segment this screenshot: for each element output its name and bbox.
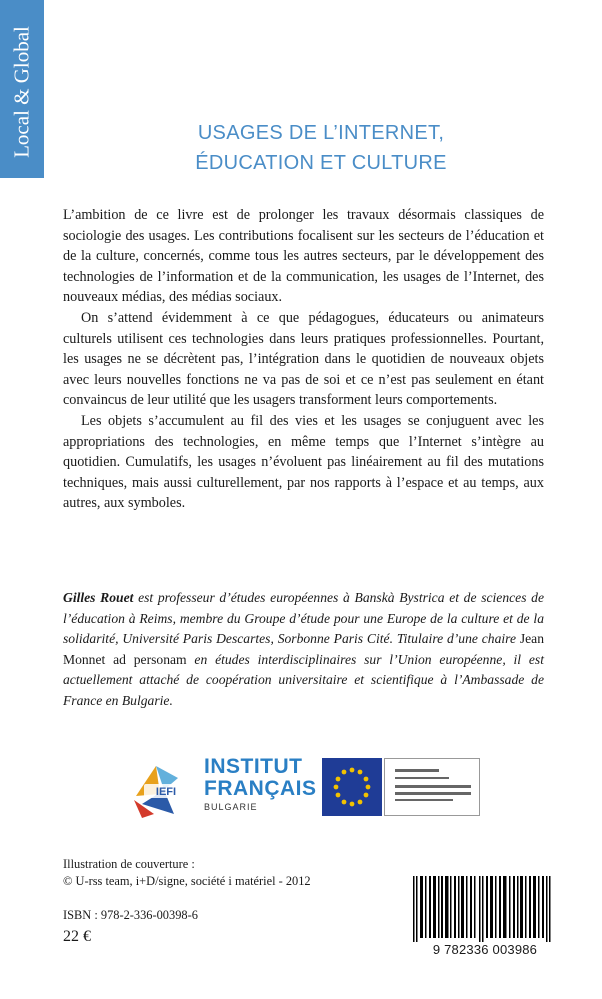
author-bio <box>63 588 544 712</box>
author-bio-part-1: est professeur d’études européennes à Banskà Bystrica et de sciences de l’éducation à Reims, membre du Groupe d’étude pour une Europe de la culture et de la solidarité, Université Paris Descartes, Sorbonne Paris Cité. Titulaire d’une chaire <box>63 590 544 647</box>
summary-paragraph-2: On s’attend évidemment à ce que pédagogues, éducateurs ou animateurs culturels utilisent ces technologies dans leurs pratiques professionnelles. Pourtant, les usages ne se décrètent pas, l’intégration dans le quotidien de nouveaux objets avec leurs nouvelles fonctions ne va pas de soi et ce n’est pas seulement en étant convaincus de leur utilité que les usagers transforment leurs comportements. <box>63 309 544 409</box>
author-name: Gilles Rouet <box>63 590 134 605</box>
institut-francais-country: BULGARIE <box>204 802 258 812</box>
partner-logos <box>130 756 490 821</box>
series-tab <box>0 0 44 178</box>
cover-credits-line-2: © U-rss team, i+D/signe, société i matériel - 2012 <box>63 874 311 888</box>
iefi-logo <box>130 760 190 820</box>
institut-francais-line-2: FRANÇAIS <box>204 777 317 800</box>
iefi-logo-text: IEFI <box>155 786 177 798</box>
price: 22 € <box>63 928 91 945</box>
book-title-line-2: ÉDUCATION ET CULTURE <box>195 152 447 174</box>
isbn: ISBN : 978-2-336-00398-6 <box>63 908 198 922</box>
eu-program-caption <box>384 758 480 816</box>
barcode-number: 9 782336 003986 <box>405 942 565 957</box>
institut-francais-logo <box>204 755 317 818</box>
summary-paragraph-1: L’ambition de ce livre est de prolonger les travaux désormais classiques de sociologie des usages. Les contributions focalisent sur les secteurs de l’éducation et de la culture, concernés, comme tous les autres secteurs, par le développement des technologies de l’information et de la communication, les usages de l’Internet, des nouveaux médias, des médias sociaux. <box>63 207 544 306</box>
cover-credits <box>63 856 311 890</box>
summary-text <box>63 205 544 514</box>
institut-francais-line-1: INSTITUT <box>204 755 303 778</box>
series-tab-label: Local & Global <box>9 26 34 158</box>
book-title <box>60 118 582 178</box>
book-title-line-1: USAGES DE L’INTERNET, <box>197 122 445 144</box>
cover-credits-line-1: Illustration de couverture : <box>63 857 195 871</box>
author-bio-part-2: en études interdisciplinaires sur l’Union européenne, il est actuellement attaché de coopération universitaire et scientifique à l’Ambassade de France en Bulgarie. <box>63 651 545 708</box>
chair-name: Jean Monnet ad personam <box>63 631 544 667</box>
eu-flag-icon <box>322 758 382 816</box>
summary-paragraph-3: Les objets s’accumulent au fil des vies et les usages se conjuguent avec les appropriations des technologies, en même temps que l’Internet s’intègre au quotidien. Cumulatifs, les usages n’évoluent pas linéairement au fil des mutations techniques, mais aussi culturellement, par nos rapports à l’espace et au temps, aux autres, aux symboles. <box>63 412 544 512</box>
